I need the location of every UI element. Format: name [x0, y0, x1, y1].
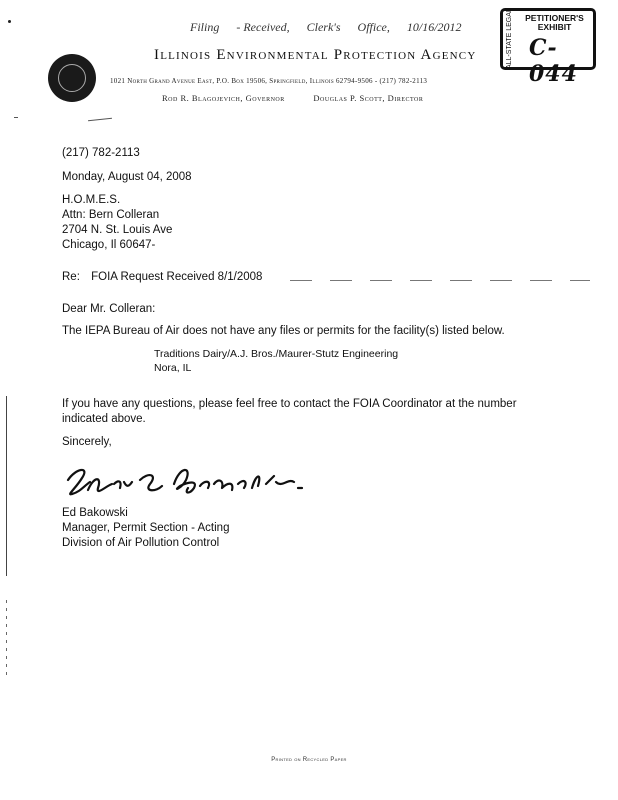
- handwritten-signature: [62, 458, 322, 508]
- recipient-address: [62, 193, 172, 253]
- footer-note: Printed on Recycled Paper: [271, 757, 347, 763]
- scan-mark: [6, 396, 7, 576]
- recipient-line: Chicago, Il 60647-: [62, 239, 156, 251]
- contact-phone: (217) 782-2113: [62, 147, 140, 159]
- closing: Sincerely,: [62, 436, 112, 448]
- director: Douglas P. Scott, Director: [313, 93, 424, 103]
- recipient-line: H.O.M.E.S.: [62, 194, 121, 206]
- clerks-label: Clerk's: [306, 20, 341, 34]
- letter-date: Monday, August 04, 2008: [62, 171, 192, 183]
- received-label: - Received,: [236, 20, 290, 34]
- exhibit-title: PETITIONER'S EXHIBIT: [525, 13, 584, 32]
- scan-mark: [88, 118, 112, 122]
- facility-list: [154, 347, 398, 375]
- recipient-line: Attn: Bern Colleran: [62, 209, 160, 221]
- agency-name: Illinois Environmental Protection Agency: [154, 47, 477, 63]
- signer-title: Manager, Permit Section - Acting: [62, 522, 230, 534]
- scan-mark: [14, 117, 18, 118]
- signer-name: Ed Bakowski: [62, 507, 128, 519]
- body-paragraph: The IEPA Bureau of Air does not have any files or permits for the facility(s) listed below.: [62, 325, 505, 337]
- scan-mark: [8, 20, 11, 23]
- subject-label: Re:: [62, 271, 80, 283]
- office-label: Office,: [357, 20, 390, 34]
- agency-officials: [162, 93, 423, 103]
- scan-mark: [6, 600, 7, 680]
- governor: Rod R. Blagojevich, Governor: [162, 93, 285, 103]
- filing-date: 10/16/2012: [406, 20, 462, 34]
- facility-line: Traditions Dairy/A.J. Bros./Maurer-Stutz Engineering: [154, 348, 399, 360]
- filing-label: Filing: [190, 20, 220, 34]
- filing-stamp: [190, 20, 476, 35]
- exhibit-publisher: ALL-STATE LEGAL: [506, 8, 513, 69]
- agency-address: 1021 North Grand Avenue East, P.O. Box 19506, Springfield, Illinois 62794-9506 - (217) 782-2113: [110, 77, 428, 85]
- subject-line: [62, 270, 262, 285]
- recipient-line: 2704 N. St. Louis Ave: [62, 224, 173, 236]
- signer-division: Division of Air Pollution Control: [62, 537, 220, 549]
- subject-text: FOIA Request Received 8/1/2008: [91, 271, 263, 283]
- exhibit-stamp: [500, 8, 596, 87]
- state-seal-icon: [48, 54, 96, 102]
- scan-mark: [290, 280, 590, 281]
- exhibit-number: C-044: [529, 35, 578, 87]
- signer-block: [62, 506, 229, 551]
- facility-line: Nora, IL: [154, 362, 192, 374]
- body-paragraph: If you have any questions, please feel free to contact the FOIA Coordinator at the number indicated above.: [62, 398, 517, 425]
- salutation: Dear Mr. Colleran:: [62, 303, 156, 315]
